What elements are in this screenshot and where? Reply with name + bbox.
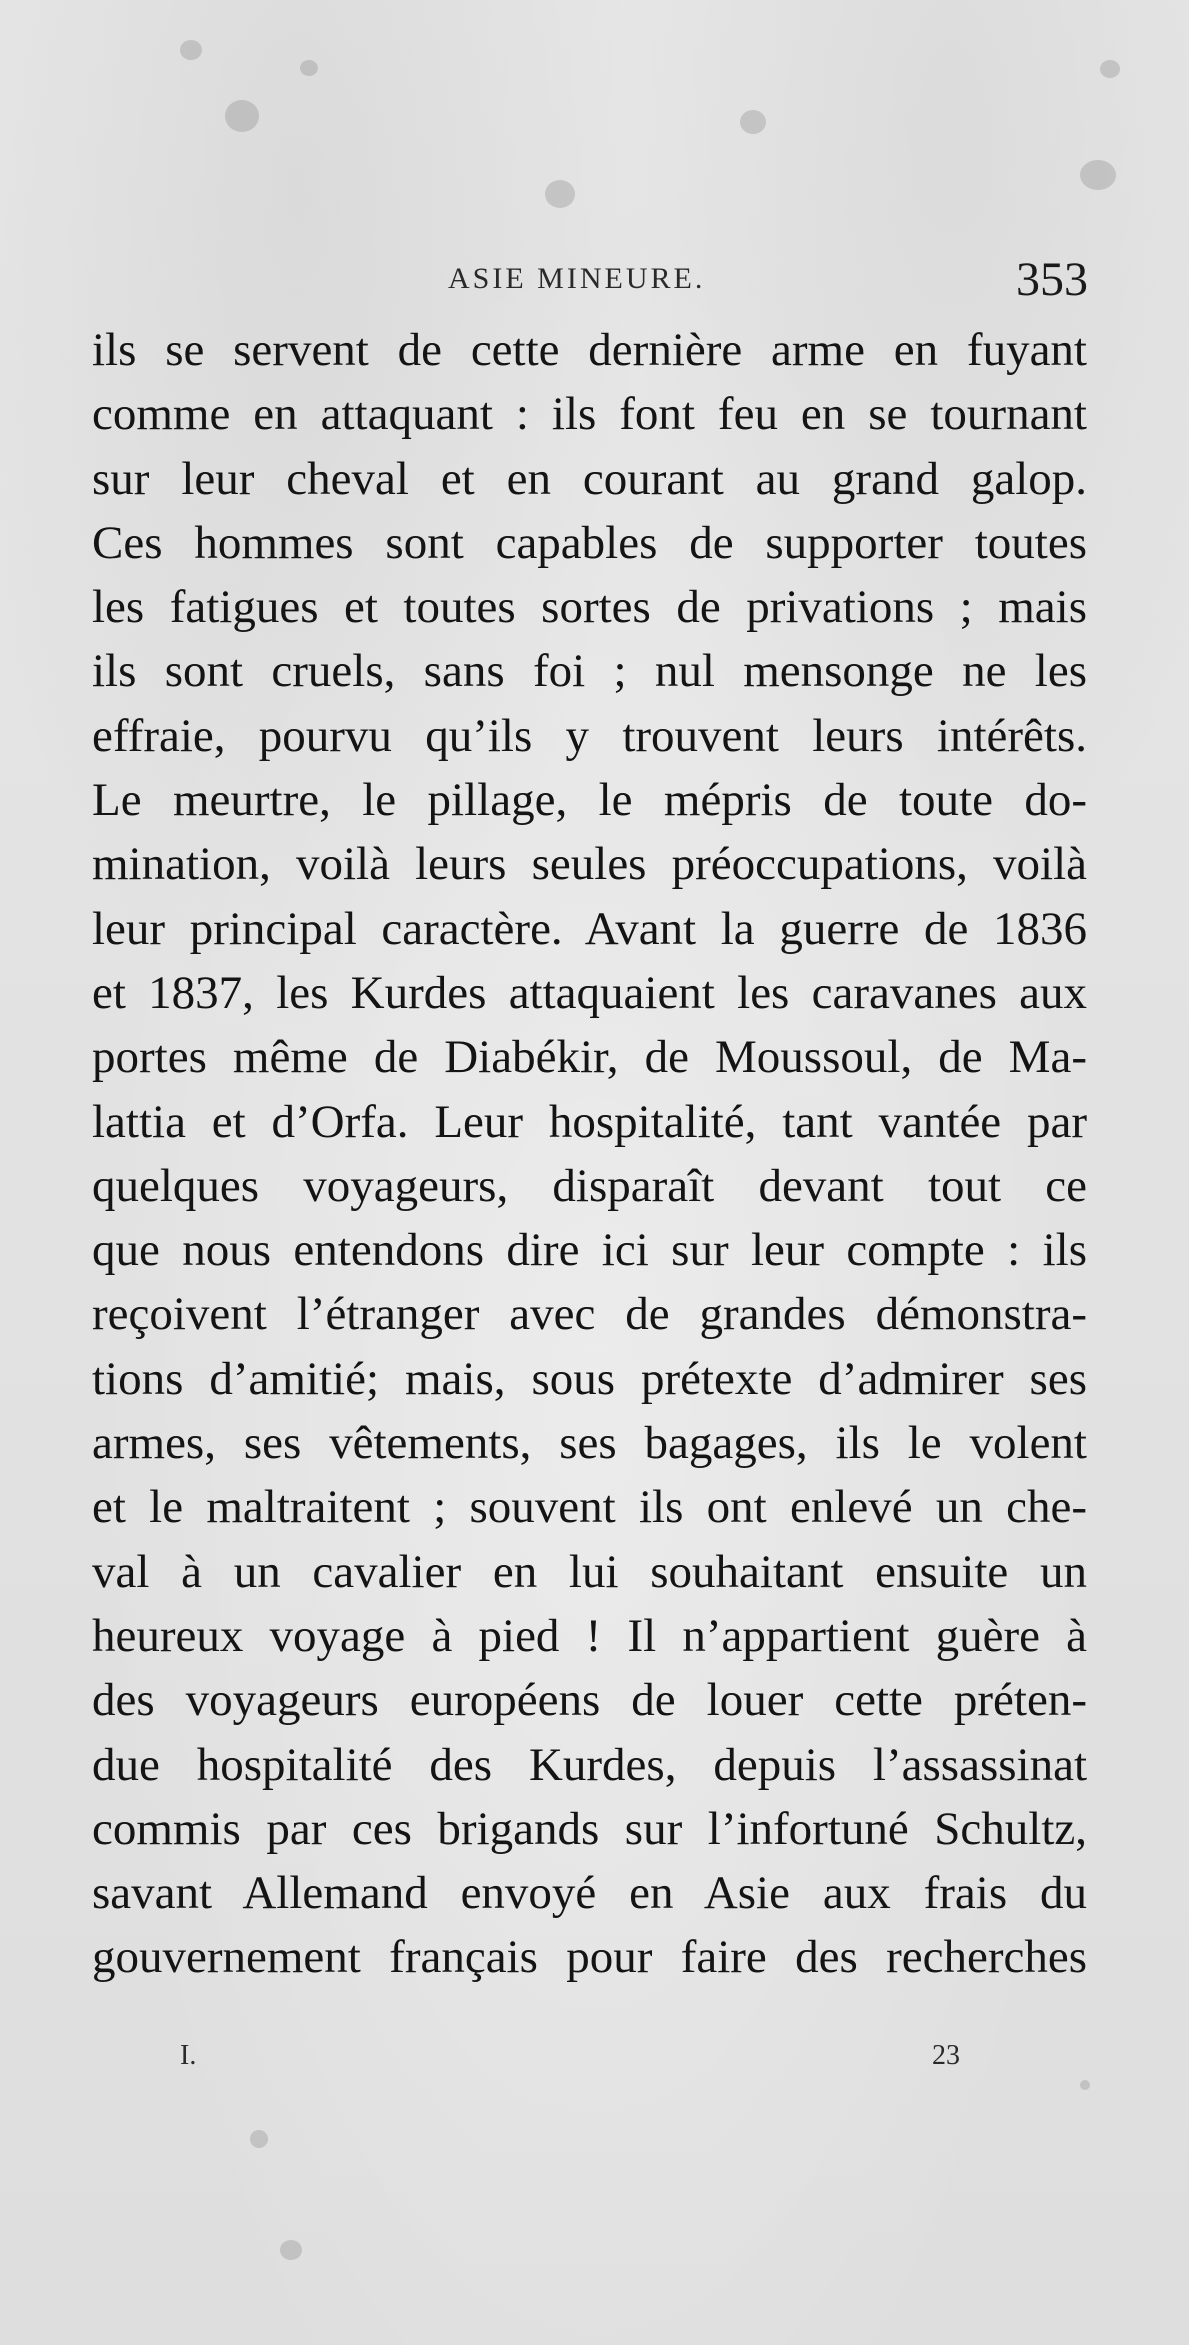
text-line: heureux voyage à pied ! Il n’appartient guère à <box>92 1609 1087 1662</box>
text-line: et le maltraitent ; souvent ils ont enlevé un che- <box>92 1481 1087 1534</box>
text-line: sur leur cheval et en courant au grand galop. <box>92 452 1087 505</box>
running-title: ASIE MINEURE. <box>448 262 706 295</box>
text-line: ils se servent de cette dernière arme en fuyant <box>92 324 1087 376</box>
paper-stain <box>250 2130 268 2148</box>
text-line: portes même de Diabékir, de Moussoul, de Ma- <box>92 1031 1087 1084</box>
text-line: quelques voyageurs, disparaît devant tout ce <box>92 1159 1087 1212</box>
text-line: des voyageurs européens de louer cette préten- <box>92 1674 1087 1727</box>
text-line: due hospitalité des Kurdes, depuis l’assassinat <box>92 1738 1087 1791</box>
paper-stain <box>740 110 766 134</box>
text-line: gouvernement français pour faire des recherches <box>92 1931 1087 1984</box>
paper-stain <box>545 180 575 208</box>
paper-stain <box>225 100 259 132</box>
text-line: val à un cavalier en lui souhaitant ensuite un <box>92 1545 1087 1598</box>
text-line: savant Allemand envoyé en Asie aux frais du <box>92 1867 1087 1920</box>
text-line: leur principal caractère. Avant la guerre de 1836 <box>92 902 1087 955</box>
text-line: armes, ses vêtements, ses bagages, ils le volent <box>92 1417 1087 1470</box>
text-line: les fatigues et toutes sortes de privations ; mais <box>92 581 1087 634</box>
text-line: reçoivent l’étranger avec de grandes démonstra- <box>92 1288 1087 1341</box>
page-footer <box>180 2040 960 2080</box>
text-line: commis par ces brigands sur l’infortuné Schultz, <box>92 1802 1087 1855</box>
text-line: tions d’amitié; mais, sous prétexte d’admirer ses <box>92 1352 1087 1405</box>
paper-stain <box>1100 60 1120 78</box>
text-line: effraie, pourvu qu’ils y trouvent leurs intérêts. <box>92 709 1087 762</box>
paper-stain <box>1080 2080 1090 2090</box>
page-number: 353 <box>1016 253 1088 306</box>
text-line: que nous entendons dire ici sur leur compte : ils <box>92 1224 1087 1277</box>
paper-stain <box>300 60 318 76</box>
text-line: Le meurtre, le pillage, le mépris de toute do- <box>92 774 1087 827</box>
text-line: lattia et d’Orfa. Leur hospitalité, tant vantée par <box>92 1095 1087 1148</box>
paper-stain <box>280 2240 302 2260</box>
body-text <box>92 318 1087 1990</box>
text-line: et 1837, les Kurdes attaquaient les caravanes aux <box>92 966 1087 1019</box>
text-line: ils sont cruels, sans foi ; nul mensonge ne les <box>92 645 1087 698</box>
paper-stain <box>1080 160 1116 190</box>
page-header <box>90 252 1088 312</box>
text-line: Ces hommes sont capables de supporter toutes <box>92 516 1087 569</box>
text-line: mination, voilà leurs seules préoccupations, voilà <box>92 838 1087 891</box>
sheet-signature: 23 <box>932 2040 960 2071</box>
paper-stain <box>180 40 202 60</box>
text-line: comme en attaquant : ils font feu en se tournant <box>92 388 1087 441</box>
volume-signature: I. <box>180 2040 197 2071</box>
